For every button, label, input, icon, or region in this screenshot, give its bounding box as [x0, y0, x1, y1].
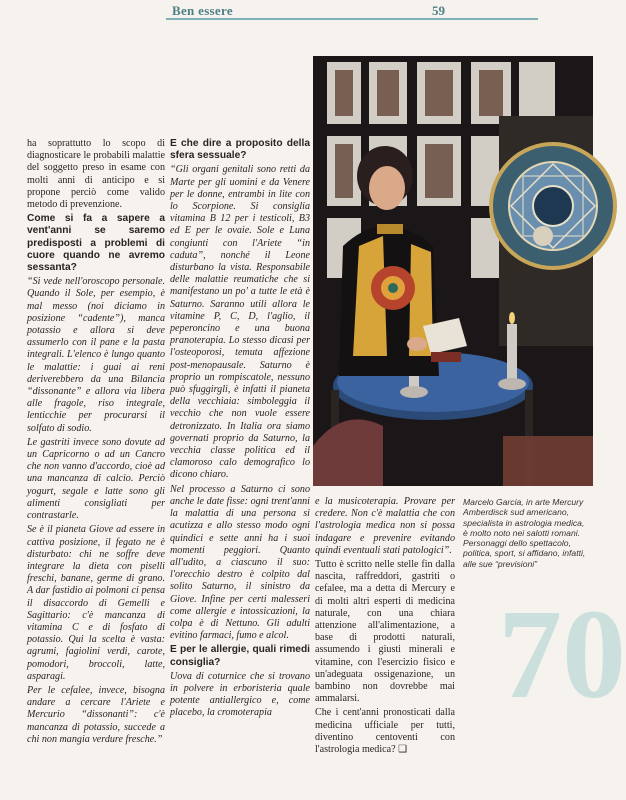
page-number: 59	[432, 3, 445, 18]
paragraph: Tutto è scritto nelle stelle fin dalla nascita, raffreddori, gastriti o cefalee, ma a detta di Mercury e di molti altri esperti di medicina naturale, con una chiara attenzione all'alimentazione, a base di prodotti naturali, assumendo i giusti minerali e vitamine, con l'esercizio fisico e un'adeguata ossigenazione, un bambino non dovrebbe mai ammalarsi.	[315, 559, 455, 705]
photo-caption	[463, 497, 591, 569]
paragraph: “Si vede nell'oroscopo personale. Quando il Sole, per esempio, è mal messo (noi diciamo in posizione “cadente”), manca potassio e allora si deve assumerlo con il pane e la pasta integrali. L'elenco è lungo quanto le malattie: i guai ai reni deriverebbero da una Bilancia “dissonante” e allora via libera alle fragole, riso integrale, lenticchie per procurarsi il solfato di sodio.	[27, 276, 165, 434]
paragraph: Le gastriti invece sono dovute ad un Capricorno o ad un Cancro che non vanno d'accordo, cioè ad una mancanza di calcio. Perciò yogurt, segale e latte sono gli alimenti consigliati per contrastarle.	[27, 436, 165, 522]
paragraph: Uova di coturnice che si trovano in polvere in erboristeria quale potente antiallergico e, come placebo, la cromoterapia	[170, 670, 310, 719]
header-rule	[166, 18, 538, 20]
interview-question: E che dire a proposito della sfera sessuale?	[170, 138, 310, 162]
paragraph: “Gli organi genitali sono retti da Marte per gli uomini e da Venere per le donne, entrambi in lite con lo Scorpione. Si consiglia vitamina B 12 per i testicoli, B3 ed E per le ovaie. Sole e Luna congiunti con l'Ariete “in caduta”, nonché il Leone disturbano la vista. Responsabile delle malattie reumatiche che si manifestano un po' a tutte le età è Saturno. Saranno utili allora le vitamine P, C, D, l'aglio, il peperoncino e una buona pranoterapia. Lo stesso dicasi per l'osteoporosi, temuta affezione post-menopausale. Saturno è proprio un rompiscatole, nessuno può sfuggirgli, è infatti il pianeta della vecchiaia: simboleggia il vecchio che non vuole essere detronizzato. In Italia ora siamo governati proprio da Saturno, la vecchia classe politica ed il clamoroso calo demografico lo dicono chiaro.	[170, 164, 310, 481]
paragraph: ha soprattutto lo scopo di diagnosticare le probabili malattie del soggetto preso in esame con molti anni di anticipo e si propone perciò come valido metodo di prevenzione.	[27, 138, 165, 211]
closing-question: Che i cent'anni pronosticati dalla medicina ufficiale per tutti, diventino centoventi con l'astrologia medica?	[315, 707, 455, 756]
article-column-3	[315, 496, 455, 758]
page-header	[0, 0, 600, 22]
portrait-photo	[313, 56, 593, 486]
paragraph: Nel processo a Saturno ci sono anche le date fisse: ogni trent'anni la malattia di una persona si acutizza e allo stesso modo ogni quindici e sette anni ha i suoi momenti peggiori. Quanto all'udito, a ciascuno il suo: l'orecchio destro è colpito dal solito Saturno, il sinistro da Giove. Infine per certi malesseri come allergie e intossicazioni, la colpa è di Nettuno. Gli adulti evitino farmaci, fumo e alcol.	[170, 483, 310, 642]
paragraph: e la musicoterapia. Provare per credere. Non c'è malattia che con l'astrologia medica non si possa indagare e prevenire evitando quindi eventuali stati patologici”.	[315, 496, 455, 556]
photo-illustration	[313, 56, 593, 486]
paragraph: Per le cefalee, invece, bisogna andare a cercare l'Ariete e Mercurio “dissonanti”: c'è mancanza di potassio, succede a chi non mangia verdure fresche.”	[27, 684, 165, 745]
section-title: Ben essere	[172, 3, 233, 18]
end-of-article-icon: ❑	[398, 744, 408, 756]
interview-question: E per le allergie, quali rimedi consiglia?	[170, 644, 310, 668]
caption-text: Marcelo Garcia, in arte Mercury Amberdisck sud americano, specialista in astrologia medica, è molto noto nei salotti romani. Personaggi dello spettacolo, politica, sport, si affidano, infatti, alle sue “previsioni”	[463, 497, 586, 569]
paragraph: Se è il pianeta Giove ad essere in cattiva posizione, il fegato ne è disturbato: chi ne soffre deve integrare la dieta con piselli freschi, banane, germe di grano. A dar fastidio ai polmoni ci pensa il disaccordo di Gemelli e Sagittario: c'è mancanza di vitamina C e di fosfato di potassio. Qui la scelta è vasta: agrumi, fagiolini verdi, carote, pomodori, broccoli, latte, asparagi.	[27, 524, 165, 682]
interview-question: Come si fa a sapere a vent'anni se saremo predisposti a problemi di cuore quando ne avremo sessanta?	[27, 213, 165, 274]
article-column-1	[27, 138, 165, 748]
paragraph	[315, 707, 455, 756]
decorative-number: 70	[498, 583, 626, 725]
article-column-2	[170, 138, 310, 722]
